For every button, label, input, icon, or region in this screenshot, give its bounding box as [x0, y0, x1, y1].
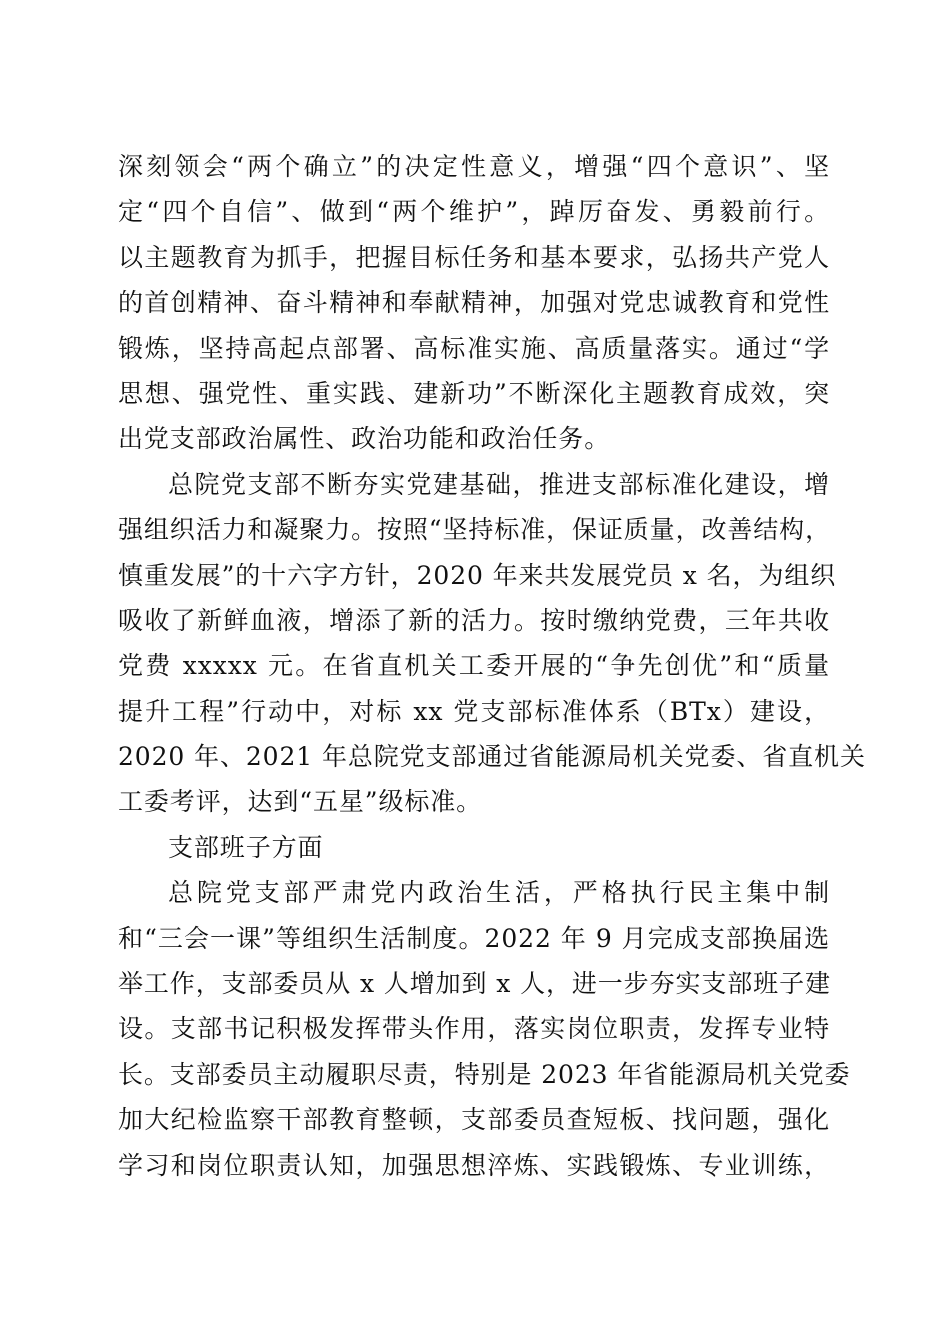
text-line: 举工作，支部委员从 x 人增加到 x 人，进一步夯实支部班子建 — [118, 969, 831, 999]
text-line: 强组织活力和凝聚力。按照“坚持标准，保证质量，改善结构， — [118, 515, 831, 545]
text-line: 总院党支部严肃党内政治生活，严格执行民主集中制 — [168, 878, 830, 908]
text-line: 加大纪检监察干部教育整顿，支部委员查短板、找问题，强化 — [118, 1105, 830, 1135]
text-line: 以主题教育为抓手，把握目标任务和基本要求，弘扬共产党人 — [118, 242, 830, 272]
text-line: 党费 xxxxx 元。在省直机关工委开展的“争先创优”和“质量 — [118, 651, 830, 681]
paragraph-1 — [118, 144, 830, 462]
text-line: 2020 年、2021 年总院党支部通过省能源局机关党委、省直机关 — [118, 742, 866, 772]
text-line: 总院党支部不断夯实党建基础，推进支部标准化建设，增 — [168, 469, 830, 499]
text-line: 工委考评，达到“五星”级标准。 — [118, 787, 483, 817]
text-line: 出党支部政治属性、政治功能和政治任务。 — [118, 424, 611, 454]
text-line: 思想、强党性、重实践、建新功”不断深化主题教育成效，突 — [118, 378, 830, 408]
text-line: 深刻领会“两个确立”的决定性意义，增强“四个意识”、坚 — [118, 152, 830, 181]
heading-text: 支部班子方面 — [168, 832, 324, 862]
text-line: 慎重发展”的十六字方针，2020 年来共发展党员 x 名，为组织 — [118, 560, 837, 590]
paragraph-3 — [118, 870, 851, 1188]
text-line: 设。支部书记积极发挥带头作用，落实岗位职责，发挥专业特 — [118, 1014, 830, 1044]
section-heading — [118, 825, 830, 870]
text-line: 的首创精神、奋斗精神和奉献精神，加强对党忠诚教育和党性 — [118, 288, 830, 318]
paragraph-2 — [118, 462, 866, 825]
text-line: 锻炼，坚持高起点部署、高标准实施、高质量落实。通过“学 — [118, 333, 830, 363]
text-line: 吸收了新鲜血液，增添了新的活力。按时缴纳党费，三年共收 — [118, 605, 830, 635]
text-line: 学习和岗位职责认知，加强思想淬炼、实践锻炼、专业训练， — [118, 1150, 830, 1180]
text-line: 长。支部委员主动履职尽责，特别是 2023 年省能源局机关党委 — [118, 1059, 851, 1089]
text-line: 提升工程”行动中，对标 xx 党支部标准体系（BTx）建设， — [118, 696, 830, 726]
document-body — [118, 144, 866, 1188]
text-line: 定“四个自信”、做到“两个维护”，踔厉奋发、勇毅前行。 — [118, 197, 830, 227]
text-line: 和“三会一课”等组织生活制度。2022 年 9 月完成支部换届选 — [118, 923, 830, 953]
